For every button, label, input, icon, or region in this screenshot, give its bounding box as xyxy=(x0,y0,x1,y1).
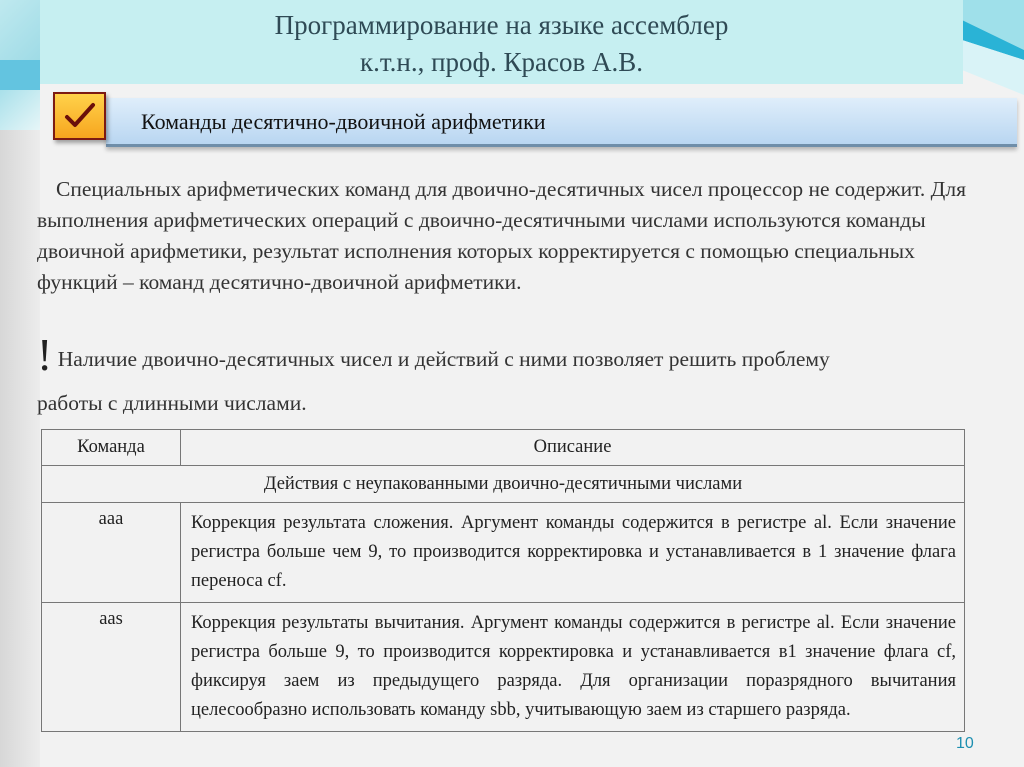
table-row xyxy=(42,603,965,732)
commands-table xyxy=(41,429,965,732)
note-text-continued: работы с длинными числами. xyxy=(37,391,307,415)
section-title-bar xyxy=(106,98,1017,147)
section-title: Команды десятично-двоичной арифметики xyxy=(141,109,546,134)
command-name: aas xyxy=(42,603,181,732)
header-author: к.т.н., проф. Красов А.В. xyxy=(359,47,643,77)
command-name: aaa xyxy=(42,503,181,603)
table-header-row xyxy=(42,430,965,466)
table-row xyxy=(42,503,965,603)
page-number: 10 xyxy=(956,735,974,752)
header-cell-command: Команда xyxy=(42,430,181,466)
command-description: Коррекция результаты вычитания. Аргумент команды содержится в регистре al. Если значение регистра больше 9, то производится корректировка и устанавливается в1 значение флага cf, фиксируя заем из предыдущего разряда. Для организации поразрядного вычитания целесообразно использовать команду sbb, учитывающую заем из старшего разряда. xyxy=(181,603,965,732)
exclamation-icon: ! xyxy=(37,329,53,380)
slide-header xyxy=(40,0,963,84)
left-decoration xyxy=(0,0,40,767)
body-paragraph: Специальных арифметических команд для двоично-десятичных чисел процессор не содержит. Для выполнения арифметических операций с двоично-десятичными числами используются команды двоичной арифметики, результат исполнения которых корректируется с помощью специальных функций – команд десятично-двоичной арифметики. xyxy=(37,177,966,294)
checkmark-glyph xyxy=(63,101,97,131)
header-title: Программирование на языке ассемблер xyxy=(274,10,729,40)
group-title: Действия с неупакованными двоично-десятичными числами xyxy=(42,466,965,503)
note-line xyxy=(37,329,997,380)
header-cell-description: Описание xyxy=(181,430,965,466)
note-text: Наличие двоично-десятичных чисел и действий с ними позволяет решить проблему xyxy=(57,347,830,371)
checkmark-icon xyxy=(53,92,106,140)
command-description: Коррекция результата сложения. Аргумент команды содержится в регистре al. Если значение регистра больше чем 9, то производится корректировка и устанавливается в 1 значение флага переноса cf. xyxy=(181,503,965,603)
table-group-row xyxy=(42,466,965,503)
